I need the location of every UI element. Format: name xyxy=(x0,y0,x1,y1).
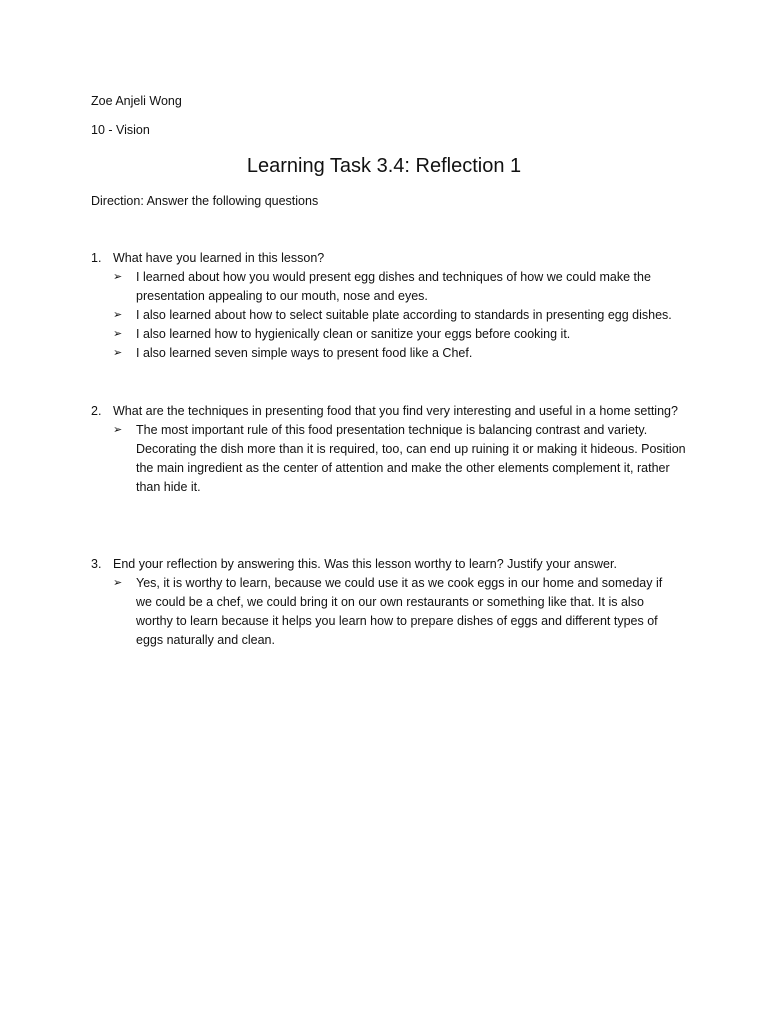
question-text: What are the techniques in presenting food that you find very interesting and useful in a home setting? xyxy=(113,404,678,418)
arrow-bullet-icon: ➢ xyxy=(113,309,123,321)
page-title: Learning Task 3.4: Reflection 1 xyxy=(246,155,522,177)
answer-text: I learned about how you would present egg dishes and techniques of how we could make the presentation appealing to our mouth, nose and eyes. xyxy=(136,270,651,303)
arrow-bullet-icon: ➢ xyxy=(113,328,123,340)
answer-item xyxy=(91,268,691,306)
answer-item xyxy=(91,421,691,497)
class-section: 10 - Vision xyxy=(91,123,150,137)
question-number: 1. xyxy=(91,251,102,265)
answer-item xyxy=(91,306,691,325)
answer-list xyxy=(91,574,681,650)
arrow-bullet-icon: ➢ xyxy=(113,577,123,589)
arrow-bullet-icon: ➢ xyxy=(113,271,123,283)
answer-item xyxy=(91,325,691,344)
answer-item xyxy=(91,574,681,650)
question-3-prompt xyxy=(91,555,681,574)
question-text: What have you learned in this lesson? xyxy=(113,251,325,265)
author-name: Zoe Anjeli Wong xyxy=(91,94,182,108)
answer-list xyxy=(91,421,691,497)
question-2-prompt xyxy=(91,402,691,421)
question-1-prompt xyxy=(91,249,691,268)
arrow-bullet-icon: ➢ xyxy=(113,424,123,436)
question-number: 3. xyxy=(91,557,102,571)
question-number: 2. xyxy=(91,404,102,418)
answer-text: Yes, it is worthy to learn, because we could use it as we cook eggs in our home and someday if we could be a chef, we could bring it on our own restaurants or something like that. It is also worthy to learn because it helps you learn how to prepare dishes of eggs and different types of eggs naturally and clean. xyxy=(136,576,663,647)
answer-text: I also learned how to hygienically clean or sanitize your eggs before cooking it. xyxy=(136,327,571,341)
question-1 xyxy=(91,249,691,363)
answer-text: I also learned about how to select suitable plate according to standards in presenting egg dishes. xyxy=(136,308,672,322)
answer-item xyxy=(91,344,691,363)
arrow-bullet-icon: ➢ xyxy=(113,347,123,359)
question-3 xyxy=(91,555,681,650)
direction-text: Direction: Answer the following questions xyxy=(91,194,319,208)
question-text: End your reflection by answering this. Was this lesson worthy to learn? Justify your answer. xyxy=(113,557,617,571)
answer-list xyxy=(91,268,691,363)
answer-text: I also learned seven simple ways to present food like a Chef. xyxy=(136,346,473,360)
question-2 xyxy=(91,402,691,497)
answer-text: The most important rule of this food presentation technique is balancing contrast and variety. Decorating the dish more than it is required, too, can end up ruining it or making it hideous. Position the main ingredient as the center of attention and make the other elements complement it, rather than hide it. xyxy=(136,423,686,494)
